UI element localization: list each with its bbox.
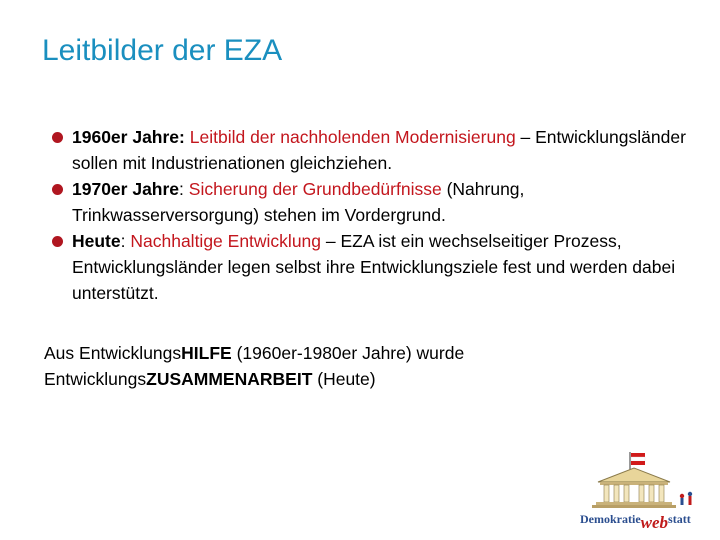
paragraph-text: (1960er-1980er Jahre) wurde Entwicklungs <box>44 343 465 389</box>
bullet-lead: Heute <box>72 231 121 251</box>
bullet-item-1970 <box>48 176 698 228</box>
paragraph-emphasis: ZUSAMMENARBEIT <box>146 369 313 389</box>
slide-title: Leitbilder der EZA <box>42 34 283 67</box>
parliament-building-icon <box>578 450 712 512</box>
paragraph-text: Aus Entwicklungs <box>44 343 182 363</box>
bullet-list <box>48 124 698 306</box>
bullet-separator: : <box>179 179 189 199</box>
bullet-lead: 1970er Jahre <box>72 179 180 199</box>
bullet-highlight: Sicherung der Grundbedürfnisse <box>188 179 442 199</box>
bullet-highlight: Leitbild der nachholenden Modernisierung <box>189 127 516 147</box>
demokratiewebstatt-logo <box>578 450 712 534</box>
paragraph-emphasis: HILFE <box>181 343 232 363</box>
bullet-text: – EZA ist ein wechselseitiger Prozess, Entwicklungsländer legen selbst ihre Entwicklungsziele fest und werden dabei unterstützt. <box>72 231 676 303</box>
bullet-item-heute <box>48 228 698 306</box>
bullet-text: – Entwicklungsländer sollen mit Industrienationen gleichziehen. <box>72 127 686 173</box>
bullet-highlight: Nachhaltige Entwicklung <box>130 231 322 251</box>
bullet-lead: 1960er Jahre: <box>72 127 185 147</box>
bullet-dot-icon <box>52 236 63 247</box>
bullet-dot-icon <box>52 184 63 195</box>
logo-text-left: Demokratie <box>580 512 641 526</box>
logo-text-right: statt <box>668 512 691 526</box>
bullet-item-1960 <box>48 124 698 176</box>
logo-text-web: web <box>640 513 669 532</box>
summary-paragraph <box>44 340 684 392</box>
paragraph-text: (Heute) <box>312 369 376 389</box>
logo-wordmark <box>580 508 691 532</box>
bullet-text: (Nahrung, Trinkwasserversorgung) stehen im Vordergrund. <box>72 179 525 225</box>
bullet-separator: : <box>120 231 131 251</box>
bullet-dot-icon <box>52 132 63 143</box>
